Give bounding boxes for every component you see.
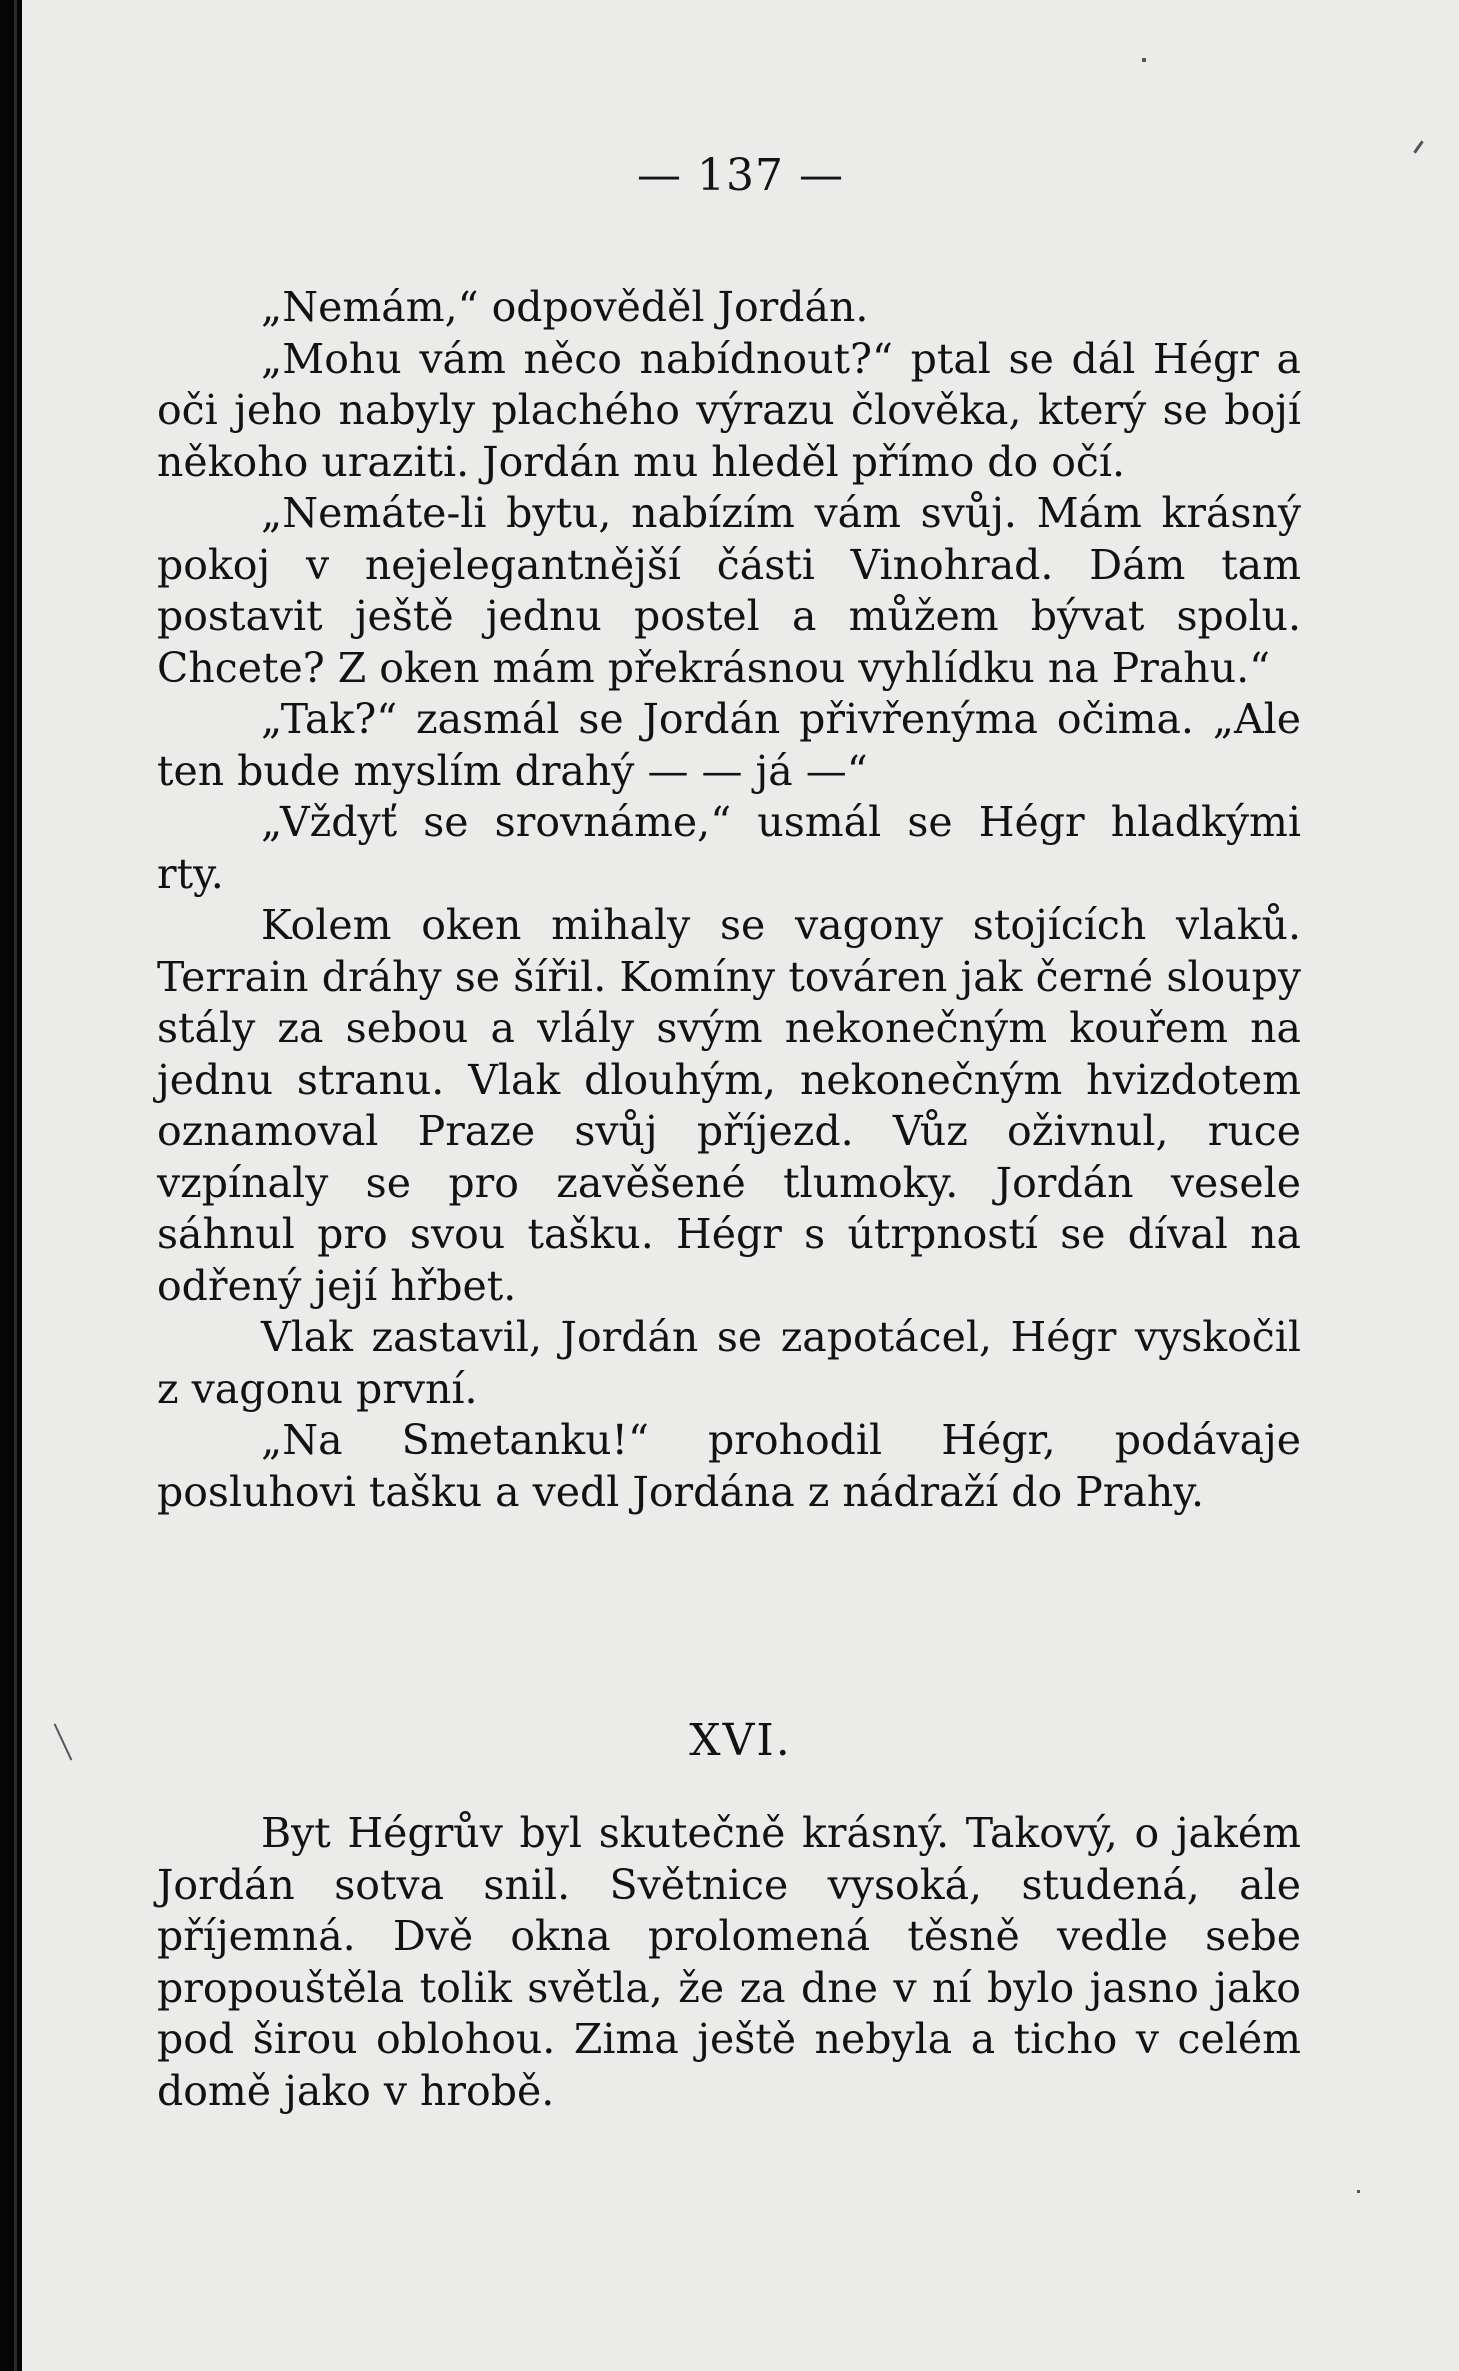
- paragraph: Kolem oken mihaly se vagony stojících vlaků. Terrain dráhy se šířil. Komíny továren jak černé sloupy stály za sebou a vlály svým nekonečným kouřem na jednu stranu. Vlak dlouhým, nekonečným hvizdotem oznamoval Praze svůj příjezd. Vůz oživnul, ruce vzpínaly se pro zavěšené tlumoky. Jordán vesele sáhnul pro svou tašku. Hégr s útrpností se díval na odřený její hřbet.: [157, 901, 1301, 1310]
- paragraph: „Mohu vám něco nabídnout?“ ptal se dál Hégr a oči jeho nabyly plachého výrazu člověka, který se bojí někoho uraziti. Jordán mu hleděl přímo do očí.: [157, 334, 1301, 486]
- scan-left-edge: [0, 0, 22, 2371]
- paragraph: „Vždyť se srovnáme,“ usmál se Hégr hladkými rty.: [157, 798, 1301, 898]
- scan-gutter-line: [14, 0, 17, 2371]
- paragraph: „Nemám,“ odpověděl Jordán.: [261, 283, 869, 331]
- chapter-heading: XVI.: [689, 1715, 792, 1766]
- paragraph: Vlak zastavil, Jordán se zapotácel, Hégr vyskočil z vagonu první.: [157, 1313, 1301, 1413]
- paragraph: „Na Smetanku!“ prohodil Hégr, podávaje posluhovi tašku a vedl Jordána z nádraží do Prahy.: [157, 1416, 1301, 1516]
- book-page: [22, 0, 1459, 2371]
- scan-speck: [1357, 2190, 1360, 2193]
- paragraph: „Nemáte-li bytu, nabízím vám svůj. Mám krásný pokoj v nejelegantnější části Vinohrad. Dám tam postavit ještě jednu postel a můžem bývat spolu. Chcete? Z oken mám překrásnou vyhlídku na Prahu.“: [157, 489, 1301, 692]
- text-block-top: [157, 282, 1301, 1518]
- paragraph: Byt Hégrův byl skutečně krásný. Takový, o jakém Jordán sotva snil. Světnice vysoká, studená, ale příjemná. Dvě okna prolomená těsně vedle sebe propouštěla tolik světla, že za dne v ní bylo jasno jako pod širou oblohou. Zima ještě nebyla a ticho v celém domě jako v hrobě.: [157, 1809, 1301, 2115]
- paragraph: „Tak?“ zasmál se Jordán přivřenýma očima. „Ale ten bude myslím drahý — — já —“: [157, 695, 1301, 795]
- text-block-bottom: [157, 1808, 1301, 2117]
- page-number: — 137 —: [637, 150, 844, 201]
- scan-speck: [1142, 58, 1146, 62]
